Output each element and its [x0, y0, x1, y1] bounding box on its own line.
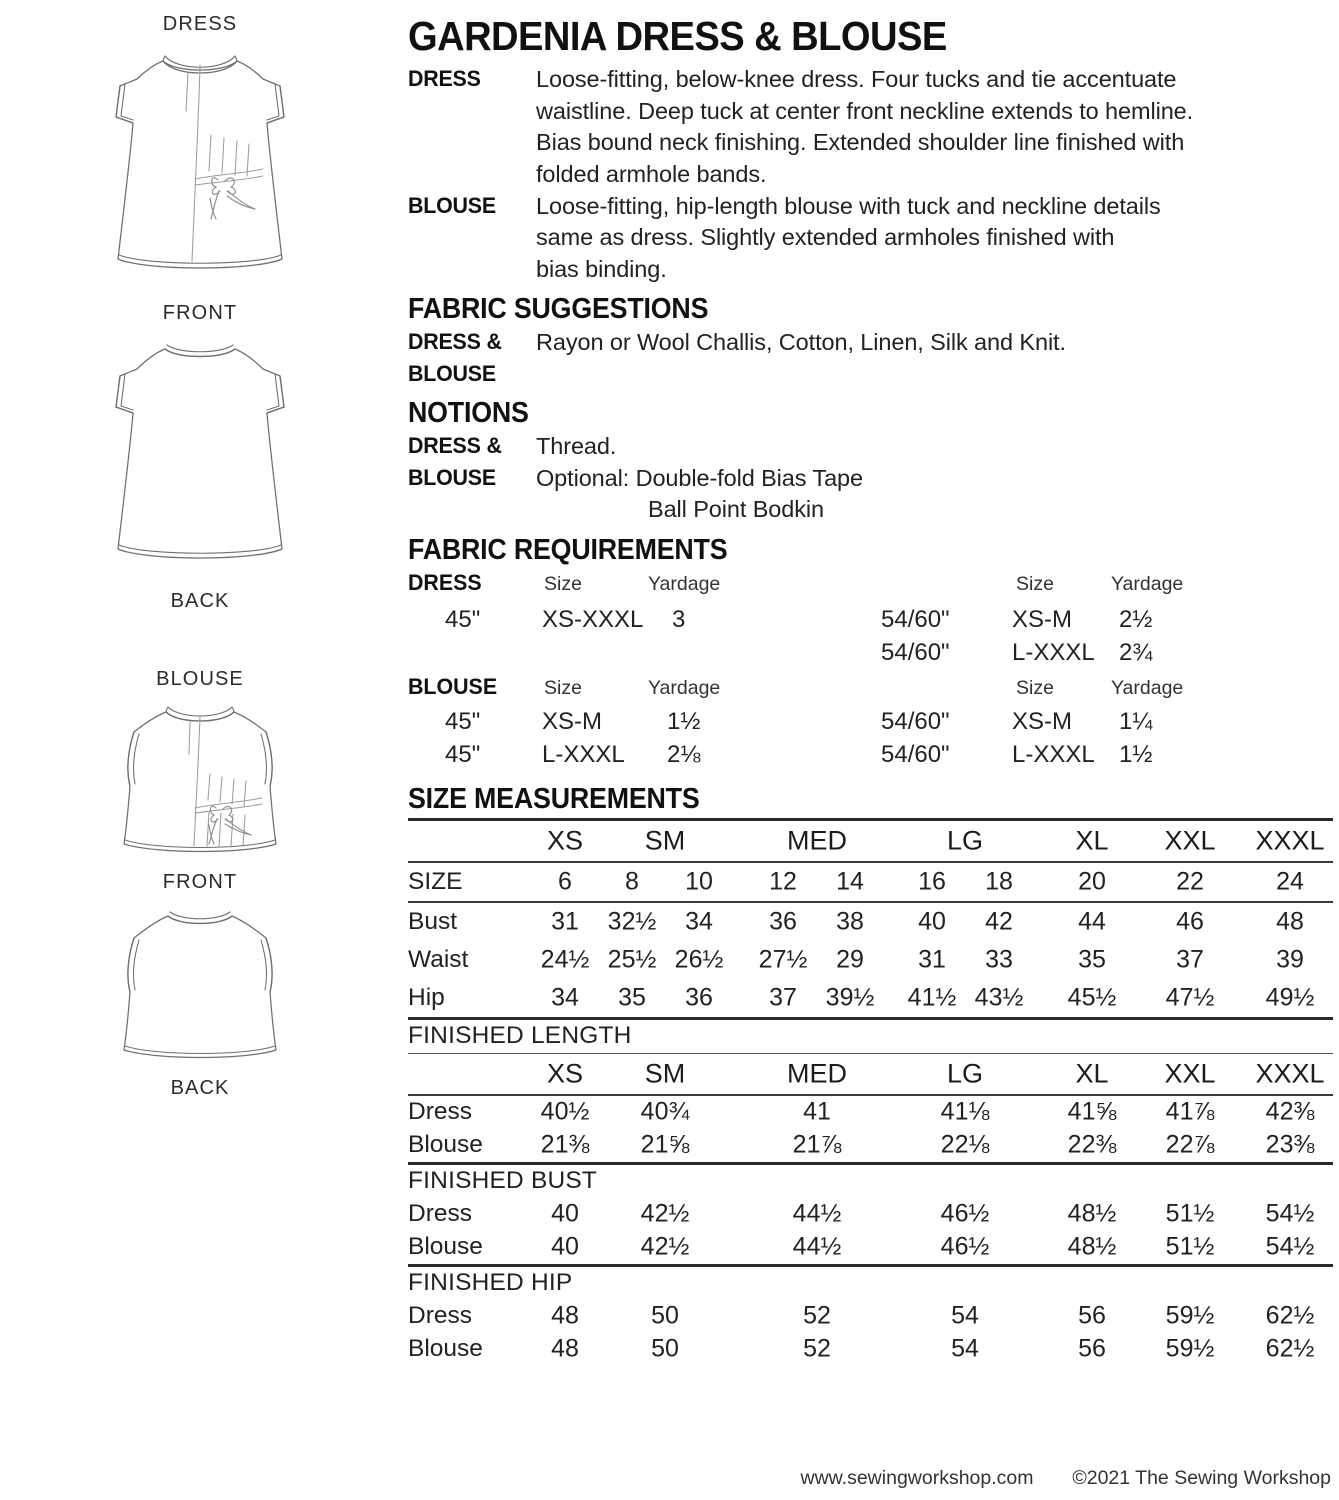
cell: 22⅞	[1165, 1130, 1215, 1159]
size-group-header: SM	[644, 1058, 686, 1089]
fr-width: 45"	[445, 605, 481, 633]
cell: 48	[551, 1334, 579, 1363]
cell: 39	[1276, 945, 1304, 974]
table-row	[408, 1198, 1333, 1231]
cell: 25½	[607, 945, 657, 974]
fabric-requirements-dress	[408, 568, 1333, 672]
fr-size: XS-M	[1012, 605, 1072, 633]
fr-width: 54/60"	[881, 638, 950, 666]
fabric-suggestions-label	[408, 327, 530, 357]
cell: 42½	[640, 1232, 690, 1261]
cell: 22⅜	[1067, 1130, 1117, 1159]
illustration-dress-front	[85, 14, 315, 323]
fabric-suggestions-label-line2: BLOUSE	[408, 360, 496, 386]
fr-yardage: 2¾	[1119, 638, 1153, 666]
cell: 40½	[540, 1097, 590, 1126]
finished-bust-heading: FINISHED BUST	[408, 1167, 598, 1195]
cell: 42½	[640, 1199, 690, 1228]
illustration-column	[0, 0, 400, 1500]
fabric-suggestions-text: Rayon or Wool Challis, Cotton, Linen, Silk and Knit.	[536, 329, 1066, 356]
table-row	[408, 941, 1333, 979]
fr-width: 54/60"	[881, 605, 950, 633]
cell: 38	[836, 907, 864, 936]
size-group-header: MED	[787, 1058, 847, 1089]
size-group-header: XXL	[1164, 1058, 1216, 1089]
description-blouse	[408, 191, 1333, 286]
row-label: Dress	[408, 1097, 472, 1125]
fabric-suggestions-heading: FABRIC SUGGESTIONS	[408, 293, 709, 326]
illustration-label-blouse: BLOUSE	[156, 668, 244, 690]
fr-size: XS-M	[1012, 707, 1072, 735]
illustration-label-blouse-front: FRONT	[162, 871, 238, 893]
fr-yardage: 3	[672, 605, 686, 633]
illustration-label-dress-front: FRONT	[162, 302, 238, 324]
finished-bust-heading-row	[408, 1165, 1333, 1198]
fr-width: 45"	[445, 740, 481, 768]
fr-col-size: Size	[544, 572, 582, 595]
fabric-requirements-table	[408, 568, 1333, 776]
cell: 52	[803, 1301, 831, 1330]
cell: 21⅞	[792, 1130, 842, 1159]
row-label: SIZE	[408, 867, 463, 895]
cell: 37	[769, 983, 797, 1012]
footer-copyright: ©2021 The Sewing Workshop	[1072, 1467, 1331, 1489]
row-label: Dress	[408, 1301, 472, 1329]
page-title: GARDENIA DRESS & BLOUSE	[408, 13, 947, 59]
cell: 36	[769, 907, 797, 936]
description-line: Loose-fitting, hip-length blouse with tuck and neckline details	[536, 192, 1161, 219]
cell: 54	[951, 1301, 979, 1330]
row-label: Hip	[408, 983, 445, 1011]
row-label: Waist	[408, 945, 469, 973]
fr-col-size: Size	[1016, 572, 1054, 595]
cell: 35	[1078, 945, 1106, 974]
illustration-blouse-front	[90, 669, 310, 892]
cell: 54½	[1265, 1199, 1315, 1228]
size-value: 22	[1176, 867, 1204, 896]
cell: 34	[685, 907, 713, 936]
cell: 41½	[907, 983, 957, 1012]
description-line: same as dress. Slightly extended armholes finished with	[536, 224, 1115, 251]
cell: 42⅜	[1265, 1097, 1315, 1126]
cell: 56	[1078, 1334, 1106, 1363]
cell: 31	[918, 945, 946, 974]
size-group-header: XS	[546, 1058, 584, 1089]
cell: 62½	[1265, 1301, 1315, 1330]
cell: 42	[985, 907, 1013, 936]
row-label: Dress	[408, 1199, 472, 1227]
fr-yardage: 1½	[667, 707, 701, 735]
cell: 51½	[1165, 1232, 1215, 1261]
fr-col-size: Size	[1016, 676, 1054, 699]
table-row	[408, 903, 1333, 941]
cell: 41	[803, 1097, 831, 1126]
row-label: Blouse	[408, 1334, 483, 1362]
cell: 39½	[825, 983, 875, 1012]
cell: 46½	[940, 1199, 990, 1228]
size-value: 24	[1276, 867, 1304, 896]
cell: 33	[985, 945, 1013, 974]
cell: 50	[651, 1334, 679, 1363]
cell: 62½	[1265, 1334, 1315, 1363]
fr-yardage: 1¼	[1119, 707, 1153, 735]
cell: 43½	[974, 983, 1024, 1012]
cell: 56	[1078, 1301, 1106, 1330]
cell: 31	[551, 907, 579, 936]
description-line: Bias bound neck finishing. Extended shoulder line finished with	[536, 129, 1185, 156]
blouse-front-figure	[90, 694, 310, 866]
finished-length-header-row	[408, 1054, 1333, 1094]
fr-width: 54/60"	[881, 707, 950, 735]
cell: 46½	[940, 1232, 990, 1261]
size-value: 14	[836, 867, 864, 896]
illustration-label-dress: DRESS	[162, 13, 238, 35]
notions-text-1: Thread.	[536, 432, 617, 459]
cell: 45½	[1067, 983, 1117, 1012]
blouse-back-figure	[90, 904, 310, 1072]
cell: 27½	[758, 945, 808, 974]
size-group-header: XXXL	[1255, 1058, 1325, 1089]
size-group-header: XXXL	[1255, 825, 1325, 856]
cell: 24½	[540, 945, 590, 974]
fr-yardage: 2⅛	[667, 740, 701, 768]
size-group-header: LG	[946, 825, 984, 856]
cell: 29	[836, 945, 864, 974]
size-value: 18	[985, 867, 1013, 896]
dress-back-figure	[85, 335, 315, 585]
cell: 48	[551, 1301, 579, 1330]
cell: 59½	[1165, 1334, 1215, 1363]
fr-col-yardage: Yardage	[648, 676, 721, 699]
finished-length-heading: FINISHED LENGTH	[408, 1022, 632, 1050]
cell: 21⅜	[540, 1130, 590, 1159]
fr-col-yardage: Yardage	[648, 572, 721, 595]
cell: 40	[551, 1232, 579, 1261]
fr-size: L-XXXL	[1012, 638, 1095, 666]
cell: 44½	[792, 1232, 842, 1261]
cell: 22⅛	[940, 1130, 990, 1159]
size-number-row	[408, 863, 1333, 901]
fr-width: 54/60"	[881, 740, 950, 768]
cell: 32½	[607, 907, 657, 936]
row-label: Blouse	[408, 1232, 483, 1260]
cell: 41⅞	[1165, 1097, 1215, 1126]
notions-heading: NOTIONS	[408, 397, 529, 430]
cell: 44½	[792, 1199, 842, 1228]
fr-col-size: Size	[544, 676, 582, 699]
description-line: Loose-fitting, below-knee dress. Four tucks and tie accentuate	[536, 66, 1177, 93]
cell: 44	[1078, 907, 1106, 936]
table-row	[408, 1333, 1333, 1366]
notions-label-line1: DRESS &	[408, 432, 502, 458]
size-value: 16	[918, 867, 946, 896]
cell: 40	[551, 1199, 579, 1228]
description-dress	[408, 64, 1333, 190]
illustration-label-blouse-back: BACK	[170, 1077, 230, 1099]
fabric-requirements-heading: FABRIC REQUIREMENTS	[408, 533, 728, 566]
cell: 50	[651, 1301, 679, 1330]
cell: 35	[618, 983, 646, 1012]
table-row	[408, 1129, 1333, 1162]
description-dress-text	[536, 64, 1333, 190]
finished-length-heading-row	[408, 1020, 1333, 1053]
fr-blouse-label: BLOUSE	[408, 673, 498, 699]
fr-size: L-XXXL	[1012, 740, 1095, 768]
cell: 48½	[1067, 1199, 1117, 1228]
size-measurements-table	[408, 818, 1333, 1366]
cell: 26½	[674, 945, 724, 974]
cell: 23⅜	[1265, 1130, 1315, 1159]
garment-descriptions	[408, 64, 1333, 285]
illustration-label-dress-back: BACK	[170, 590, 230, 612]
footer	[801, 1467, 1332, 1490]
notions-text-2: Optional: Double-fold Bias Tape Ball Point Bodkin	[536, 464, 863, 523]
size-value: 20	[1078, 867, 1106, 896]
fr-size: L-XXXL	[542, 740, 625, 768]
cell: 21⅝	[640, 1130, 690, 1159]
size-value: 8	[625, 867, 639, 896]
fr-size: XS-M	[542, 707, 602, 735]
cell: 37	[1176, 945, 1204, 974]
cell: 49½	[1265, 983, 1315, 1012]
notions-label-line2: BLOUSE	[408, 464, 496, 490]
footer-website[interactable]: www.sewingworkshop.com	[800, 1467, 1034, 1489]
size-group-header: XXL	[1164, 825, 1216, 856]
cell: 54	[951, 1334, 979, 1363]
size-group-header: LG	[946, 1058, 984, 1089]
description-dress-label: DRESS	[408, 66, 481, 92]
description-line: waistline. Deep tuck at center front neckline extends to hemline.	[536, 97, 1194, 124]
illustration-dress-back	[85, 335, 315, 611]
description-line: folded armhole bands.	[536, 161, 767, 188]
fr-yardage: 1½	[1119, 740, 1153, 768]
finished-hip-heading: FINISHED HIP	[408, 1269, 573, 1297]
fr-col-yardage: Yardage	[1111, 676, 1184, 699]
description-blouse-label: BLOUSE	[408, 192, 496, 218]
cell: 46	[1176, 907, 1204, 936]
size-measurements-heading: SIZE MEASUREMENTS	[408, 782, 700, 815]
fabric-suggestions-label-line1: DRESS &	[408, 329, 502, 355]
size-group-header: XS	[546, 825, 584, 856]
fr-col-yardage: Yardage	[1111, 572, 1184, 595]
illustration-blouse-back	[90, 904, 310, 1098]
table-row	[408, 1300, 1333, 1333]
fr-yardage: 2½	[1119, 605, 1153, 633]
size-group-header-row	[408, 821, 1333, 861]
cell: 41⅛	[940, 1097, 990, 1126]
table-row	[408, 1231, 1333, 1264]
size-group-header: SM	[644, 825, 686, 856]
size-group-header: XL	[1075, 1058, 1109, 1089]
table-row	[408, 979, 1333, 1017]
cell: 36	[685, 983, 713, 1012]
cell: 34	[551, 983, 579, 1012]
cell: 47½	[1165, 983, 1215, 1012]
content-column	[400, 0, 1339, 1500]
size-group-header: XL	[1075, 825, 1109, 856]
size-value: 6	[558, 867, 572, 896]
row-label: Blouse	[408, 1130, 483, 1158]
notions-row-2	[408, 463, 1333, 526]
fabric-suggestions-row	[408, 327, 1333, 359]
row-label: Bust	[408, 907, 458, 935]
cell: 48	[1276, 907, 1304, 936]
cell: 59½	[1165, 1301, 1215, 1330]
description-line: bias binding.	[536, 255, 667, 282]
cell: 41⅝	[1067, 1097, 1117, 1126]
size-value: 12	[769, 867, 797, 896]
fr-dress-label: DRESS	[408, 569, 482, 595]
cell: 54½	[1265, 1232, 1315, 1261]
description-blouse-text	[536, 191, 1333, 286]
cell: 40	[918, 907, 946, 936]
fr-size: XS-XXXL	[542, 605, 644, 633]
fr-width: 45"	[445, 707, 481, 735]
dress-front-figure	[85, 39, 315, 297]
size-group-header: MED	[787, 825, 847, 856]
cell: 48½	[1067, 1232, 1117, 1261]
fabric-requirements-blouse	[408, 672, 1333, 776]
finished-hip-heading-row	[408, 1267, 1333, 1300]
cell: 51½	[1165, 1199, 1215, 1228]
notions-row-1	[408, 431, 1333, 463]
table-row	[408, 1096, 1333, 1129]
cell: 52	[803, 1334, 831, 1363]
cell: 40¾	[640, 1097, 690, 1126]
size-value: 10	[685, 867, 713, 896]
